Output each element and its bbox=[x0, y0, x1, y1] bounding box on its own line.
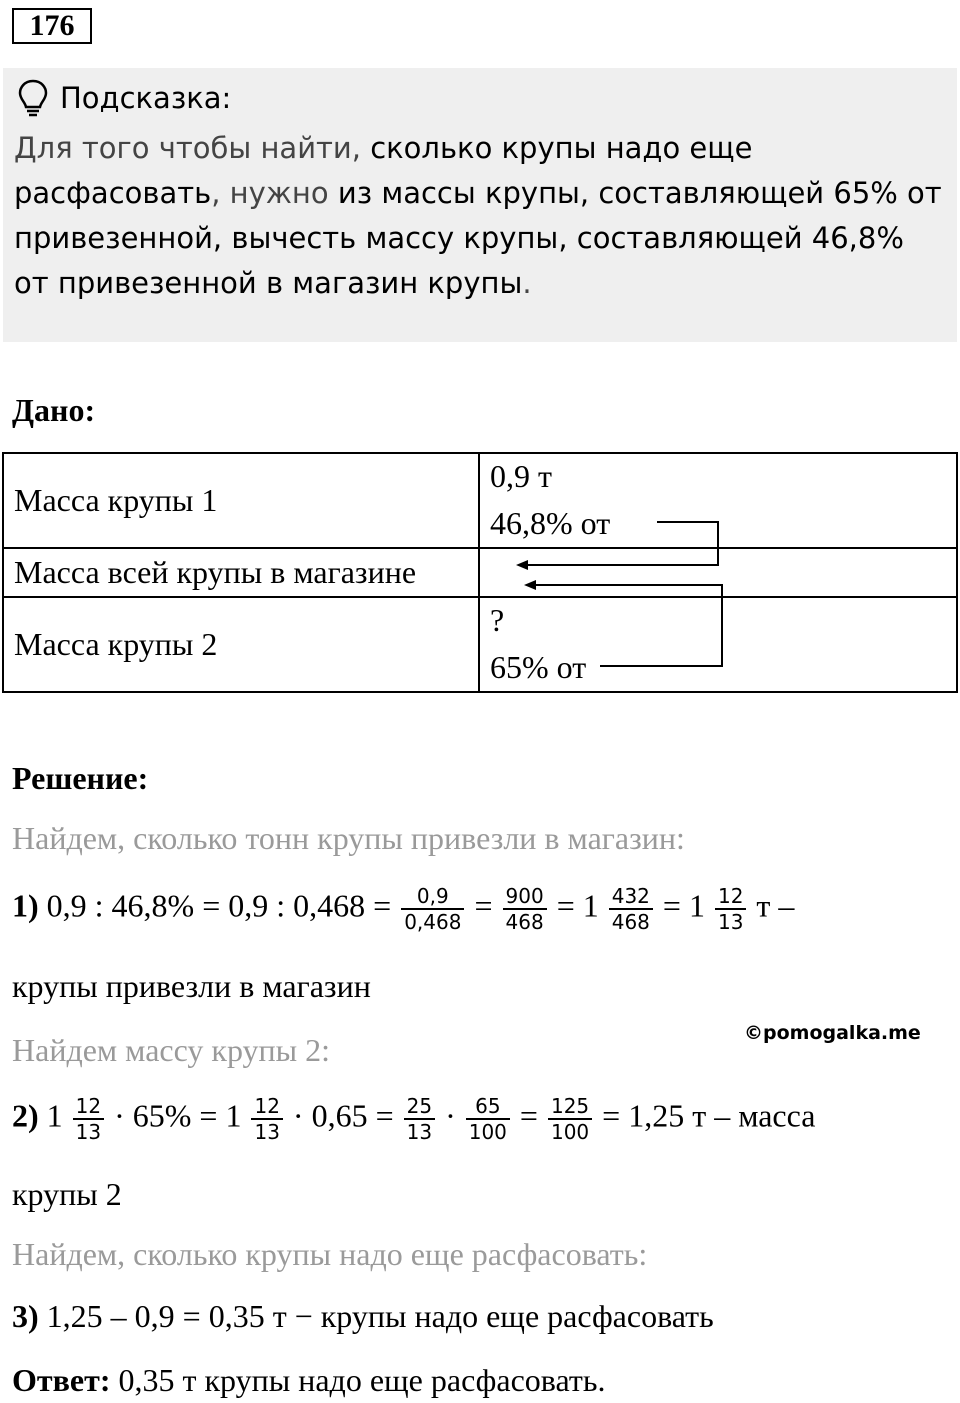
fraction: $\frac{900}{468}$ bbox=[503, 884, 547, 934]
row3-percent: 65% от bbox=[490, 649, 587, 685]
fraction: $\frac{12}{13}$ bbox=[73, 1094, 104, 1144]
answer-label: Ответ: bbox=[12, 1362, 111, 1398]
fraction: $\frac{12}{13}$ bbox=[715, 884, 746, 934]
row3-value: ? bbox=[490, 602, 505, 638]
fraction: $\frac{25}{13}$ bbox=[404, 1094, 435, 1144]
hint-title: Подсказка: bbox=[60, 81, 232, 115]
hint-emphasis-1: сколько крупы надо еще расфасовать bbox=[14, 131, 753, 210]
row3-label: Масса крупы 2 bbox=[14, 626, 218, 662]
hint-text: Для того чтобы найти, сколько крупы надо еще расфасовать, нужно из массы крупы, составляющей 65% от привезенной, вычесть массу крупы, составляющей 46,8% от привезенной в магазин крупы. bbox=[14, 131, 942, 300]
fraction: $\frac{125}{100}$ bbox=[548, 1094, 592, 1144]
step2-continuation: крупы 2 bbox=[12, 1176, 122, 1212]
answer bbox=[12, 1362, 605, 1399]
fraction: $\frac{65}{100}$ bbox=[466, 1094, 510, 1144]
fraction: $\frac{12}{13}$ bbox=[251, 1094, 282, 1144]
step1-equation: 1) 0,9 : 46,8% = 0,9 : 0,468 = $\frac{0,9}{0,468}$ = $\frac{900}{468}$ = 1 $\frac{432}{468}$ = 1 $\frac{12}{13}$ т – bbox=[12, 884, 795, 934]
step3-equation: 3) 1,25 – 0,9 = 0,35 т − крупы надо еще расфасовать bbox=[12, 1298, 714, 1334]
step2-equation: 2) 1 $\frac{12}{13}$ · 65% = 1 $\frac{12}{13}$ · 0,65 = $\frac{25}{13}$ · $\frac{65}{100}$ = $\frac{125}{100}$ = 1,25 т – масса bbox=[12, 1094, 816, 1144]
step3-intro: Найдем, сколько крупы надо еще расфасовать: bbox=[12, 1236, 648, 1272]
hint-emphasis-2: из массы крупы, составляющей 65% от привезенной, вычесть массу крупы, составляющей 46,8% от привезенной в магазин крупы bbox=[14, 176, 942, 300]
solution-title: Решение: bbox=[12, 760, 149, 796]
step1-intro: Найдем, сколько тонн крупы привезли в магазин: bbox=[12, 820, 685, 856]
lightbulb-icon bbox=[16, 78, 50, 118]
task-number: 176 bbox=[12, 8, 92, 44]
row1-value: 0,9 т bbox=[490, 458, 552, 494]
step1-continuation: крупы привезли в магазин bbox=[12, 968, 371, 1004]
answer-text: 0,35 т крупы надо еще расфасовать. bbox=[110, 1362, 606, 1398]
fraction: $\frac{0,9}{0,468}$ bbox=[401, 884, 464, 934]
given-title: Дано: bbox=[12, 392, 96, 428]
row2-label: Масса всей крупы в магазине bbox=[14, 554, 417, 590]
watermark: ©pomogalka.me bbox=[744, 1022, 921, 1044]
step2-intro: Найдем массу крупы 2: bbox=[12, 1032, 331, 1068]
row1-percent: 46,8% от bbox=[490, 505, 611, 541]
fraction: $\frac{432}{468}$ bbox=[609, 884, 653, 934]
row1-label: Масса крупы 1 bbox=[14, 482, 218, 518]
